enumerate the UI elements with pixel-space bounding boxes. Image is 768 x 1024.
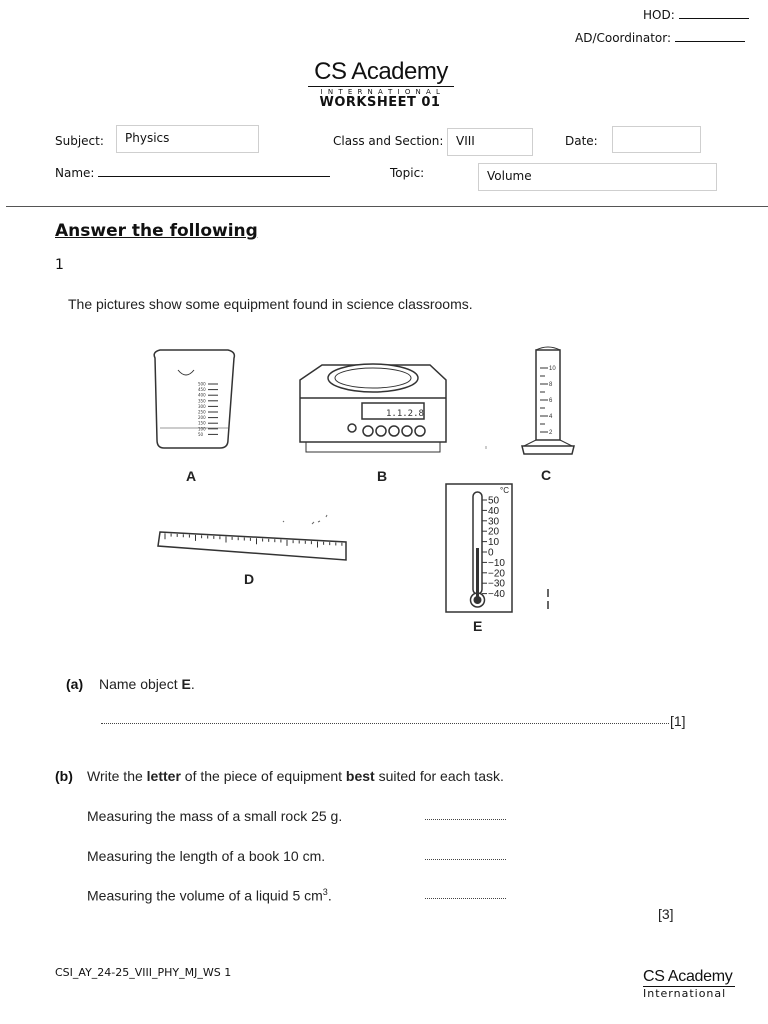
cylinder-scale-number: 8 — [549, 382, 553, 388]
beaker-scale-number: 150 — [198, 420, 206, 426]
task-mass-answer[interactable] — [425, 808, 506, 820]
beaker-image — [154, 350, 234, 448]
part-a-label: (a) — [66, 676, 84, 692]
task-volume-text: Measuring the volume of a liquid 5 cm — [87, 887, 323, 904]
task-mass: Measuring the mass of a small rock 25 g. — [87, 808, 343, 824]
cylinder-scale-number: 10 — [549, 366, 556, 372]
footer-logo-main: CS Academy — [643, 968, 733, 985]
thermometer-scale-number: 0 — [488, 547, 494, 559]
part-a-mark: [1] — [670, 713, 686, 729]
thermometer-scale-number: 50 — [488, 495, 500, 507]
class-input[interactable]: VIII — [447, 128, 533, 156]
footer-code: CSI_AY_24-25_VIII_PHY_MJ_WS 1 — [55, 966, 232, 979]
coordinator-field — [575, 31, 745, 45]
thermometer-scale-number: 40 — [488, 505, 500, 517]
part-a-text-bold: E — [181, 676, 191, 692]
name-blank[interactable] — [98, 176, 330, 177]
beaker-scale-number: 200 — [198, 415, 206, 421]
class-label: Class and Section: — [333, 134, 444, 148]
cylinder-scale-number: 6 — [549, 398, 553, 404]
label-c: C — [541, 467, 552, 483]
beaker-scale-number: 50 — [198, 431, 204, 437]
task-volume-sup: 3 — [322, 887, 328, 897]
footer-logo-sub: International — [643, 986, 735, 1000]
beaker-scale-number: 100 — [198, 426, 206, 432]
beaker-scale-number: 350 — [198, 398, 206, 404]
part-b-text-2: of the piece of equipment — [180, 768, 346, 784]
hod-field — [643, 8, 749, 22]
question-number: 1 — [55, 257, 64, 273]
cylinder-scale-number: 4 — [549, 414, 553, 420]
subject-input[interactable]: Physics — [116, 125, 259, 153]
part-b-bold-2: best — [345, 768, 375, 784]
part-a-text — [99, 676, 195, 692]
coordinator-blank[interactable] — [675, 41, 745, 42]
topic-input[interactable]: Volume — [478, 163, 717, 191]
coordinator-label: AD/Coordinator: — [575, 31, 671, 45]
thermometer-scale-number: −40 — [488, 589, 505, 601]
part-a-text-pre: Name object — [99, 676, 182, 692]
question-intro: The pictures show some equipment found in science classrooms. — [68, 296, 473, 312]
balance-display: 1.1.2.8 — [386, 409, 424, 419]
task-volume-end: . — [327, 887, 332, 904]
header-divider — [6, 206, 768, 207]
logo-sub-text: I N T E R N A T I O N A L — [308, 86, 454, 97]
cylinder-scale-number: 2 — [549, 430, 553, 436]
part-b-mark: [3] — [658, 906, 674, 922]
task-volume-answer[interactable] — [425, 887, 506, 899]
equipment-figure — [140, 338, 580, 638]
label-a: A — [186, 468, 197, 484]
hod-label: HOD: — [643, 8, 675, 22]
thermometer-scale-number: −30 — [488, 578, 505, 590]
part-b-text — [87, 768, 504, 784]
academy-logo — [308, 58, 454, 97]
subject-label: Subject: — [55, 134, 104, 148]
label-e: E — [473, 618, 483, 634]
worksheet-title: WORKSHEET 01 — [319, 95, 441, 110]
footer-logo — [643, 968, 735, 1000]
task-length: Measuring the length of a book 10 cm. — [87, 848, 326, 864]
part-a-text-post: . — [190, 676, 195, 692]
balance-image — [300, 364, 446, 452]
part-b-bold-1: letter — [146, 768, 181, 784]
beaker-scale-number: 300 — [198, 403, 206, 409]
beaker-scale-number: 450 — [198, 387, 206, 393]
logo-main-text: CS Academy — [314, 58, 448, 85]
beaker-scale-number: 400 — [198, 392, 206, 398]
part-a-answer-line[interactable] — [101, 712, 669, 724]
part-b-text-3: suited for each task. — [374, 768, 504, 784]
hod-blank[interactable] — [679, 18, 749, 19]
thermometer-scale-number: −20 — [488, 568, 505, 580]
part-b-label: (b) — [55, 768, 73, 784]
name-label: Name: — [55, 166, 95, 180]
topic-label: Topic: — [390, 166, 425, 180]
task-length-answer[interactable] — [425, 848, 506, 860]
beaker-scale-number: 500 — [198, 381, 206, 387]
thermometer-scale-number: 20 — [488, 526, 500, 538]
label-d: D — [244, 571, 255, 587]
name-field — [55, 166, 330, 180]
date-input[interactable] — [612, 126, 701, 153]
date-label: Date: — [565, 134, 598, 148]
thermometer-scale-number: −10 — [488, 557, 505, 569]
label-b: B — [377, 468, 388, 484]
beaker-scale-number: 250 — [198, 409, 206, 415]
section-heading: Answer the following — [55, 221, 258, 241]
thermometer-scale-number: 30 — [488, 516, 500, 528]
part-b-text-1: Write the — [87, 768, 147, 784]
task-volume — [87, 887, 332, 904]
thermo-unit: °C — [500, 486, 509, 495]
thermometer-scale-number: 10 — [488, 537, 500, 549]
